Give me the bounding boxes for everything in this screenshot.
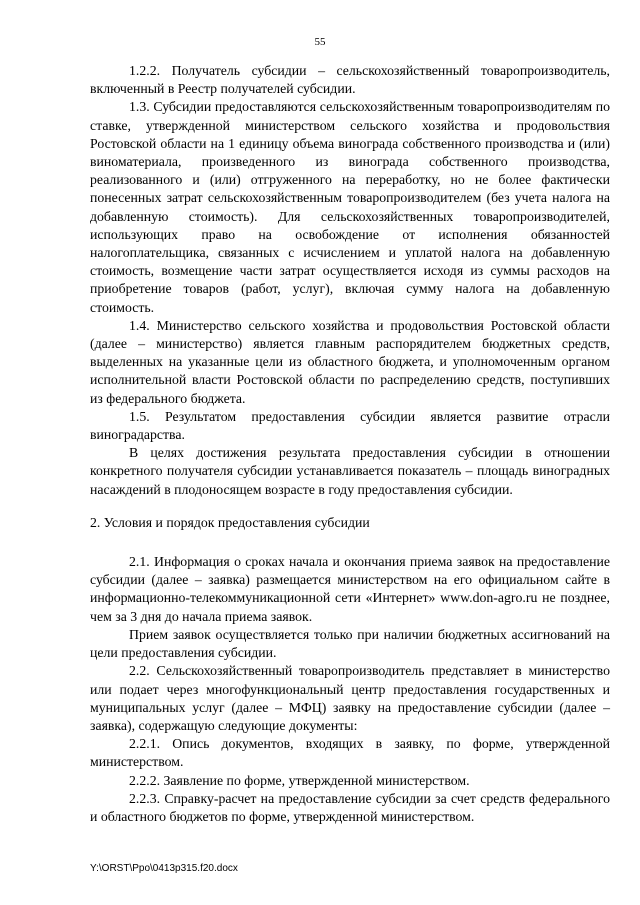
paragraph-2-2: 2.2. Сельскохозяйственный товаропроизводитель представляет в министерство или подает через многофункциональный центр предоставления государственных и муниципальных услуг (далее – МФЦ) заявку на предоставление субсидии (далее – заявка), содержащую следующие документы: — [90, 663, 610, 733]
paragraph-1-2-2: 1.2.2. Получатель субсидии – сельскохозяйственный товаропроизводитель, включенный в Реестр получателей субсидии. — [90, 63, 610, 97]
paragraph-application-intake: Прием заявок осуществляется только при наличии бюджетных ассигнований на цели предоставления субсидии. — [90, 626, 610, 661]
paragraph-2-1: 2.1. Информация о сроках начала и окончания приема заявок на предоставление субсидии (далее – заявка) размещается министерством на его официальном сайте в информационно-телекоммуникационной сети «Интернет» www.don-agro.ru не позднее, чем за 3 дня до начала приема заявок. — [90, 554, 610, 624]
page-number: 55 — [314, 36, 326, 48]
paragraph-2-2-2: 2.2.2. Заявление по форме, утвержденной министерством. — [129, 772, 470, 788]
document-body — [90, 62, 610, 826]
paragraph-1-3: 1.3. Субсидии предоставляются сельскохозяйственным товаропроизводителям по ставке, утвержденной министерством сельского хозяйства и продовольствия Ростовской области на 1 единицу объема винограда собственного производства и (или) виноматериала, произведенного из винограда собственного производства, реализованного и (или) отгруженного на переработку, но не более фактически понесенных затрат сельскохозяйственным товаропроизводителем (без учета налога на добавленную стоимость). Для сельскохозяйственных товаропроизводителей, использующих право на освобождение от исполнения обязанностей налогоплательщика, связанных с исчислением и уплатой налога на добавленную стоимость, возмещение части затрат осуществляется исходя из суммы расходов на приобретение товаров (работ, услуг), включая сумму налога на добавленную стоимость. — [90, 99, 610, 315]
file-path-footer: Y:\ORST\Ppo\0413p315.f20.docx — [90, 863, 238, 874]
paragraph-result-indicator: В целях достижения результата предоставления субсидии в отношении конкретного получателя субсидии устанавливается показатель – площадь виноградных насаждений в плодоносящем возрасте в году предоставления субсидии. — [90, 445, 610, 497]
paragraph-1-5: 1.5. Результатом предоставления субсидии является развитие отрасли виноградарства. — [90, 408, 610, 443]
paragraph-2-2-3: 2.2.3. Справку-расчет на предоставление субсидии за счет средств федерального и областного бюджетов по форме, утвержденной министерством. — [90, 790, 610, 824]
section-heading: 2. Условия и порядок предоставления субсидии — [90, 514, 370, 530]
paragraph-2-2-1: 2.2.1. Опись документов, входящих в заявку, по форме, утвержденной министерством. — [90, 736, 610, 770]
paragraph-1-4: 1.4. Министерство сельского хозяйства и продовольствия Ростовской области (далее – министерство) является главным распорядителем бюджетных средств, выделенных на указанные цели из областного бюджета, и уполномоченным органом исполнительной власти Ростовской области по распределению средств, поступивших из федерального бюджета. — [90, 317, 610, 406]
